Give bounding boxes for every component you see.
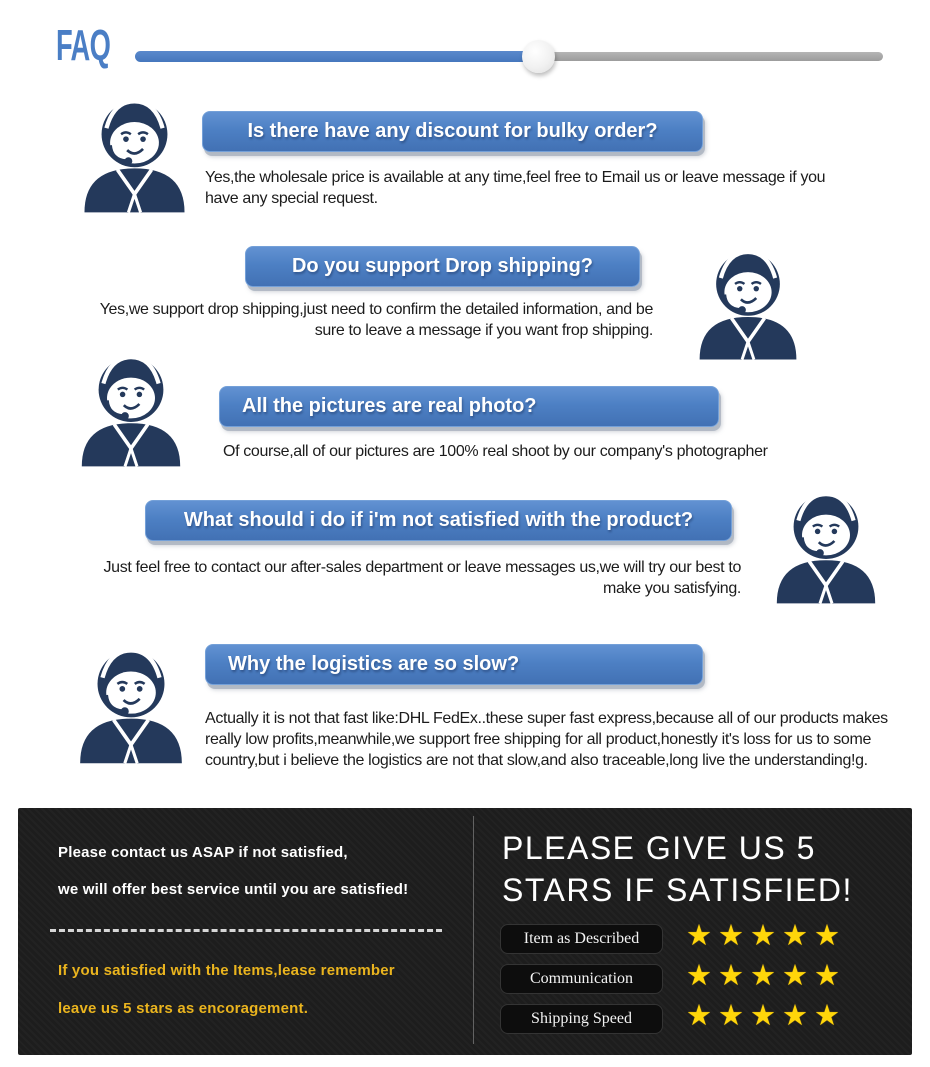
faq-answer-4: Just feel free to contact our after-sales department or leave messages us,we will try our best to make you satisfying.	[103, 559, 741, 597]
faq-question-3[interactable]	[219, 386, 719, 427]
support-agent-icon	[72, 94, 197, 216]
five-stars-icon: ★★★★★	[686, 1000, 846, 1032]
support-agent-icon	[70, 350, 192, 470]
faq-question-5[interactable]	[205, 644, 703, 685]
contact-note-line-1: Please contact us ASAP if not satisfied,	[58, 844, 348, 861]
progress-slider	[135, 51, 883, 62]
faq-question-4-label: What should i do if i'm not satisfied with the product?	[183, 509, 694, 531]
support-agent-icon	[68, 643, 194, 767]
faq-answer-1: Yes,the wholesale price is available at any time,feel free to Email us or leave message if you have any special request.	[205, 169, 826, 207]
faq-question-5-label: Why the logistics are so slow?	[228, 653, 520, 675]
five-stars-icon: ★★★★★	[686, 960, 846, 992]
faq-question-3-label: All the pictures are real photo?	[242, 395, 537, 417]
footer-divider	[473, 816, 474, 1044]
faq-answer-2: Yes,we support drop shipping,just need to confirm the detailed information, and be sure to leave a message if you want frop shipping.	[99, 301, 653, 339]
rating-label: Shipping Speed	[500, 1004, 663, 1034]
faq-question-4[interactable]	[145, 500, 732, 541]
faq-question-1[interactable]	[202, 111, 703, 152]
slider-track-filled	[135, 51, 539, 62]
stars-request-line-2: leave us 5 stars as encoragement.	[58, 1000, 309, 1017]
footer-banner	[18, 808, 912, 1055]
five-stars-icon: ★★★★★	[686, 920, 846, 952]
dashed-separator	[50, 929, 442, 932]
support-agent-icon	[765, 487, 887, 607]
rating-label: Item as Described	[500, 924, 663, 954]
slider-knob[interactable]	[522, 40, 555, 73]
faq-answer-5: Actually it is not that fast like:DHL FedEx..these super fast express,because all of our products makes really low profits,meanwhile,we support free shipping for all product,honestly it's loss for us to some country,but i believe the logistics are not that slow,and also traceable,long live the understanding!g.	[205, 710, 888, 769]
stars-request-line-1: If you satisfied with the Items,lease remember	[58, 962, 395, 979]
faq-question-2-label: Do you support Drop shipping?	[291, 255, 594, 277]
faq-question-1-label: Is there have any discount for bulky order?	[247, 120, 658, 142]
contact-note-line-2: we will offer best service until you are satisfied!	[58, 881, 409, 898]
slider-track-rest	[539, 52, 883, 61]
page-title: FAQ	[56, 21, 111, 70]
rating-title-line-1: PLEASE GIVE US 5	[502, 830, 816, 866]
faq-question-2[interactable]	[245, 246, 640, 287]
support-agent-icon	[688, 245, 808, 363]
rating-title-line-2: STARS IF SATISFIED!	[502, 872, 853, 908]
faq-answer-3: Of course,all of our pictures are 100% real shoot by our company's photographer	[223, 443, 768, 460]
rating-label: Communication	[500, 964, 663, 994]
